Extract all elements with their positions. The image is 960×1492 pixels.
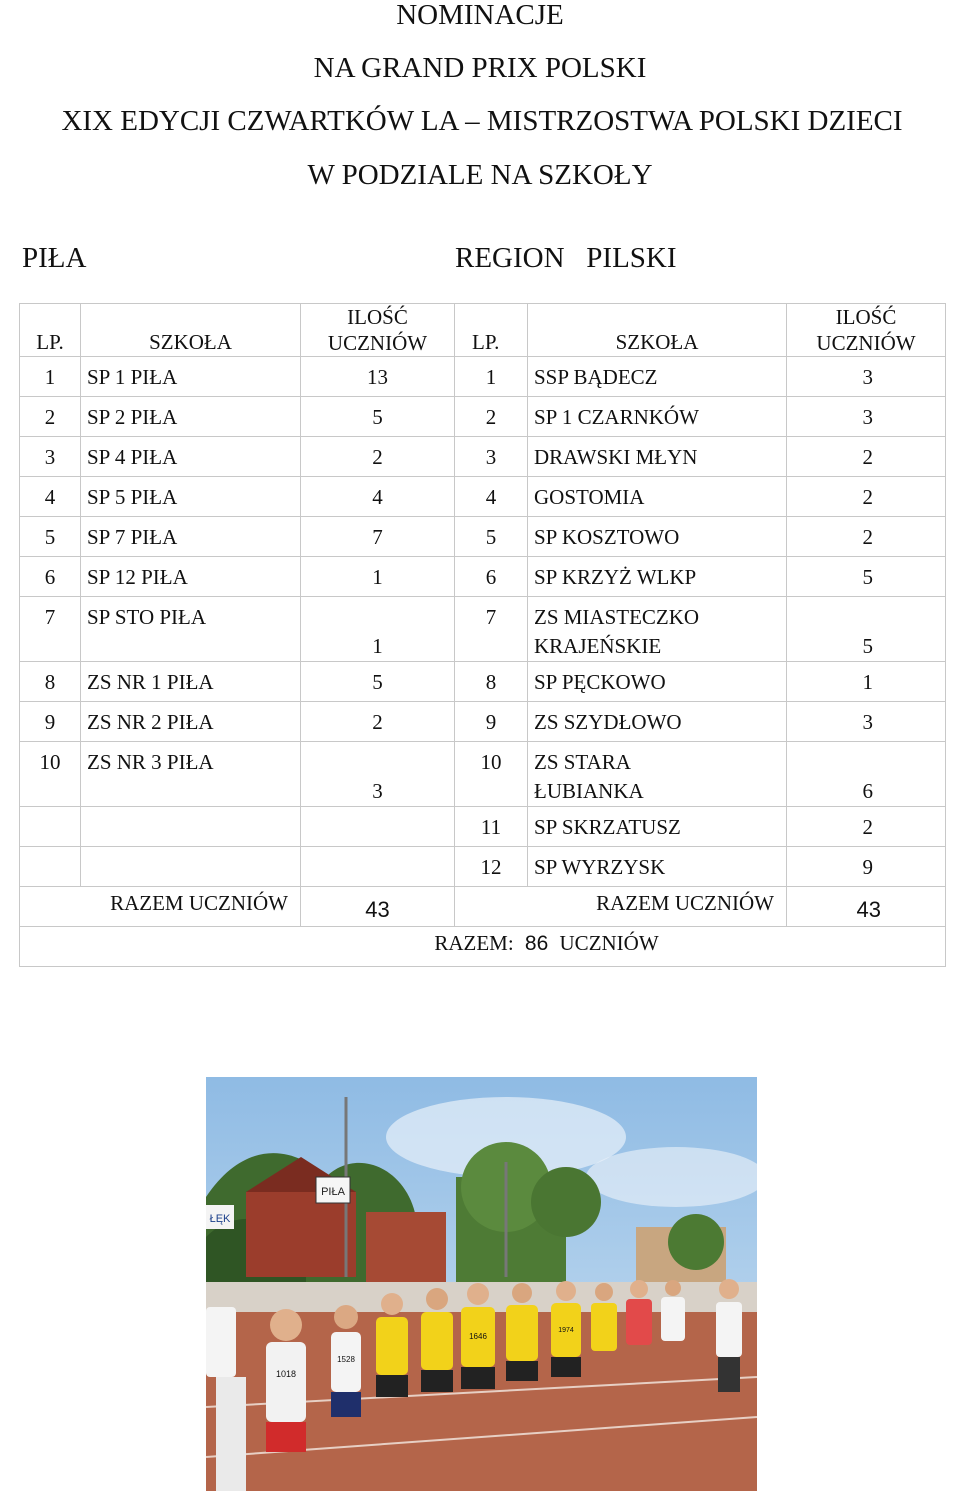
photo-athlete-shorts bbox=[421, 1370, 453, 1392]
photo-bib: 1646 bbox=[469, 1332, 487, 1341]
header-school-right: SZKOŁA bbox=[528, 304, 787, 357]
photo-bib: 1018 bbox=[275, 1369, 297, 1379]
row-school-right-line1: ZS STARA bbox=[534, 750, 631, 774]
row-school-right: SP WYRZYSK bbox=[528, 847, 787, 887]
row-school-left-empty bbox=[81, 807, 301, 847]
header-count-line1: ILOŚĆ bbox=[835, 305, 897, 329]
row-count-right: 2 bbox=[787, 807, 946, 847]
row-count-right: 6 bbox=[787, 742, 946, 807]
table-row bbox=[20, 807, 946, 847]
photo-athlete-head bbox=[630, 1280, 648, 1298]
header-count-line2: UCZNIÓW bbox=[816, 331, 916, 355]
photo-athlete-head bbox=[426, 1288, 448, 1310]
row-count-right: 1 bbox=[787, 662, 946, 702]
row-lp-left: 2 bbox=[20, 397, 81, 437]
table-row bbox=[20, 557, 946, 597]
table-row bbox=[20, 357, 946, 397]
row-school-left: SP 12 PIŁA bbox=[81, 557, 301, 597]
row-lp-left-empty bbox=[20, 807, 81, 847]
row-count-right: 5 bbox=[787, 597, 946, 662]
row-school-right: SP 1 CZARNKÓW bbox=[528, 397, 787, 437]
row-school-right-line2: KRAJEŃSKIE bbox=[534, 634, 662, 658]
right-region-label: REGION PILSKI bbox=[455, 242, 677, 274]
table-row bbox=[20, 477, 946, 517]
row-lp-left: 8 bbox=[20, 662, 81, 702]
photo-athlete-shorts bbox=[266, 1422, 306, 1452]
header-lp-right: LP. bbox=[455, 304, 528, 357]
photo-athlete bbox=[421, 1312, 453, 1370]
row-school-right bbox=[528, 597, 787, 662]
title-nominacje: NOMINACJE bbox=[396, 0, 564, 31]
grand-total-cell bbox=[20, 927, 946, 967]
row-school-left: SP 1 PIŁA bbox=[81, 357, 301, 397]
row-lp-left: 7 bbox=[20, 597, 81, 662]
row-lp-left: 1 bbox=[20, 357, 81, 397]
row-lp-left: 9 bbox=[20, 702, 81, 742]
row-count-left: 5 bbox=[301, 662, 455, 702]
row-count-left: 1 bbox=[301, 557, 455, 597]
photo-athlete bbox=[506, 1305, 538, 1361]
row-count-right: 2 bbox=[787, 437, 946, 477]
photo-athlete-head bbox=[512, 1283, 532, 1303]
row-count-left-empty bbox=[301, 807, 455, 847]
row-school-left: SP 5 PIŁA bbox=[81, 477, 301, 517]
row-lp-right: 12 bbox=[455, 847, 528, 887]
left-region-label: PIŁA bbox=[22, 242, 87, 274]
row-school-right: GOSTOMIA bbox=[528, 477, 787, 517]
row-lp-right: 8 bbox=[455, 662, 528, 702]
row-school-right-line1: ZS MIASTECZKO bbox=[534, 605, 700, 629]
header-count-left bbox=[301, 304, 455, 357]
row-count-right: 3 bbox=[787, 702, 946, 742]
photo-athlete bbox=[591, 1303, 617, 1351]
photo-athlete-shorts bbox=[551, 1357, 581, 1377]
row-school-right: DRAWSKI MŁYN bbox=[528, 437, 787, 477]
row-lp-left: 6 bbox=[20, 557, 81, 597]
row-count-right: 3 bbox=[787, 397, 946, 437]
grand-total-label: RAZEM: bbox=[434, 931, 514, 955]
photo-athlete-head bbox=[665, 1280, 681, 1296]
row-lp-left: 10 bbox=[20, 742, 81, 807]
row-school-right: SP KRZYŻ WLKP bbox=[528, 557, 787, 597]
table-row bbox=[20, 662, 946, 702]
photo-bib: 1974 bbox=[558, 1327, 574, 1334]
grand-total-unit: UCZNIÓW bbox=[559, 931, 659, 955]
row-count-left: 2 bbox=[301, 437, 455, 477]
title-division: W PODZIALE NA SZKOŁY bbox=[307, 159, 653, 191]
summary-label-right: RAZEM UCZNIÓW bbox=[528, 887, 787, 927]
row-count-right: 3 bbox=[787, 357, 946, 397]
row-lp-left-empty bbox=[20, 847, 81, 887]
summary-label-left: RAZEM UCZNIÓW bbox=[81, 887, 301, 927]
row-lp-left: 5 bbox=[20, 517, 81, 557]
table-row bbox=[20, 702, 946, 742]
table-row bbox=[20, 742, 946, 807]
photo-athlete-shorts bbox=[376, 1375, 408, 1397]
row-school-left: SP 7 PIŁA bbox=[81, 517, 301, 557]
table-header-row bbox=[20, 304, 946, 357]
row-lp-right: 10 bbox=[455, 742, 528, 807]
grand-total-row bbox=[20, 927, 946, 967]
row-count-left: 1 bbox=[301, 597, 455, 662]
table-row bbox=[20, 847, 946, 887]
photo-tree bbox=[531, 1167, 601, 1237]
row-school-left: SP 4 PIŁA bbox=[81, 437, 301, 477]
summary-total-left: 43 bbox=[301, 887, 455, 927]
photo-athlete bbox=[216, 1377, 246, 1491]
photo-athlete bbox=[626, 1299, 652, 1345]
photo-banner-text: ŁĘK bbox=[209, 1213, 231, 1225]
photo-athlete-head bbox=[381, 1293, 403, 1315]
row-lp-right: 5 bbox=[455, 517, 528, 557]
photo-athlete-head bbox=[334, 1305, 358, 1329]
title-edition: XIX EDYCJI CZWARTKÓW LA – MISTRZOSTWA POLSKI DZIECI bbox=[61, 105, 903, 137]
photo-athlete-shorts bbox=[506, 1361, 538, 1381]
header-school-left: SZKOŁA bbox=[81, 304, 301, 357]
grand-total-value: 86 bbox=[524, 932, 549, 955]
row-lp-left: 3 bbox=[20, 437, 81, 477]
photo-athlete-head bbox=[467, 1283, 489, 1305]
row-school-right: SP KOSZTOWO bbox=[528, 517, 787, 557]
photo-athlete bbox=[376, 1317, 408, 1375]
photo-athlete bbox=[206, 1307, 236, 1377]
table-row bbox=[20, 397, 946, 437]
photo-athlete-head bbox=[556, 1281, 576, 1301]
summary-lp-left-empty bbox=[20, 887, 81, 927]
row-lp-right: 6 bbox=[455, 557, 528, 597]
photo-athlete-head bbox=[595, 1283, 613, 1301]
row-school-right: SSP BĄDECZ bbox=[528, 357, 787, 397]
row-school-right: SP PĘCKOWO bbox=[528, 662, 787, 702]
row-lp-right: 3 bbox=[455, 437, 528, 477]
photo-athlete-head bbox=[719, 1279, 739, 1299]
header-count-right bbox=[787, 304, 946, 357]
row-school-left: SP 2 PIŁA bbox=[81, 397, 301, 437]
row-count-left-empty bbox=[301, 847, 455, 887]
title-grand-prix: NA GRAND PRIX POLSKI bbox=[313, 52, 647, 84]
row-school-left: ZS NR 1 PIŁA bbox=[81, 662, 301, 702]
row-count-left: 3 bbox=[301, 742, 455, 807]
row-count-right: 5 bbox=[787, 557, 946, 597]
row-lp-right: 9 bbox=[455, 702, 528, 742]
table-row bbox=[20, 597, 946, 662]
summary-lp-right-empty bbox=[455, 887, 528, 927]
photo-tree bbox=[668, 1214, 724, 1270]
header-count-line1: ILOŚĆ bbox=[347, 305, 408, 329]
row-school-right: SP SKRZATUSZ bbox=[528, 807, 787, 847]
table-row bbox=[20, 517, 946, 557]
header-count-line2: UCZNIÓW bbox=[327, 331, 428, 355]
row-school-right-line2: ŁUBIANKA bbox=[534, 779, 644, 803]
summary-row bbox=[20, 887, 946, 927]
row-school-left-empty bbox=[81, 847, 301, 887]
photo-building bbox=[246, 1192, 356, 1277]
photo-athlete-shorts bbox=[461, 1367, 495, 1389]
photo-bib: 1528 bbox=[337, 1355, 355, 1364]
row-count-right: 2 bbox=[787, 517, 946, 557]
row-school-left: ZS NR 2 PIŁA bbox=[81, 702, 301, 742]
row-school-right bbox=[528, 742, 787, 807]
summary-total-right: 43 bbox=[787, 887, 946, 927]
row-school-left: ZS NR 3 PIŁA bbox=[81, 742, 301, 807]
table-row bbox=[20, 437, 946, 477]
photo-athlete-legs bbox=[718, 1357, 740, 1392]
photo-athlete-shorts bbox=[331, 1392, 361, 1417]
header-lp-left: LP. bbox=[20, 304, 81, 357]
photo-athlete bbox=[266, 1342, 306, 1422]
row-lp-right: 7 bbox=[455, 597, 528, 662]
photo-athlete-head bbox=[270, 1309, 302, 1341]
photo-scene bbox=[206, 1077, 757, 1491]
row-count-left: 5 bbox=[301, 397, 455, 437]
photo-athlete bbox=[716, 1302, 742, 1357]
row-lp-right: 2 bbox=[455, 397, 528, 437]
row-count-left: 2 bbox=[301, 702, 455, 742]
row-count-left: 7 bbox=[301, 517, 455, 557]
row-lp-right: 1 bbox=[455, 357, 528, 397]
row-school-left: SP STO PIŁA bbox=[81, 597, 301, 662]
row-lp-right: 11 bbox=[455, 807, 528, 847]
row-count-left: 4 bbox=[301, 477, 455, 517]
row-school-right: ZS SZYDŁOWO bbox=[528, 702, 787, 742]
photo-athlete bbox=[661, 1297, 685, 1341]
photo-building bbox=[366, 1212, 446, 1282]
row-lp-left: 4 bbox=[20, 477, 81, 517]
row-count-right: 2 bbox=[787, 477, 946, 517]
row-count-left: 13 bbox=[301, 357, 455, 397]
nominations-table bbox=[19, 303, 946, 967]
row-lp-right: 4 bbox=[455, 477, 528, 517]
event-photo bbox=[206, 1077, 757, 1491]
photo-sign-text: PIŁA bbox=[321, 1186, 345, 1198]
row-count-right: 9 bbox=[787, 847, 946, 887]
